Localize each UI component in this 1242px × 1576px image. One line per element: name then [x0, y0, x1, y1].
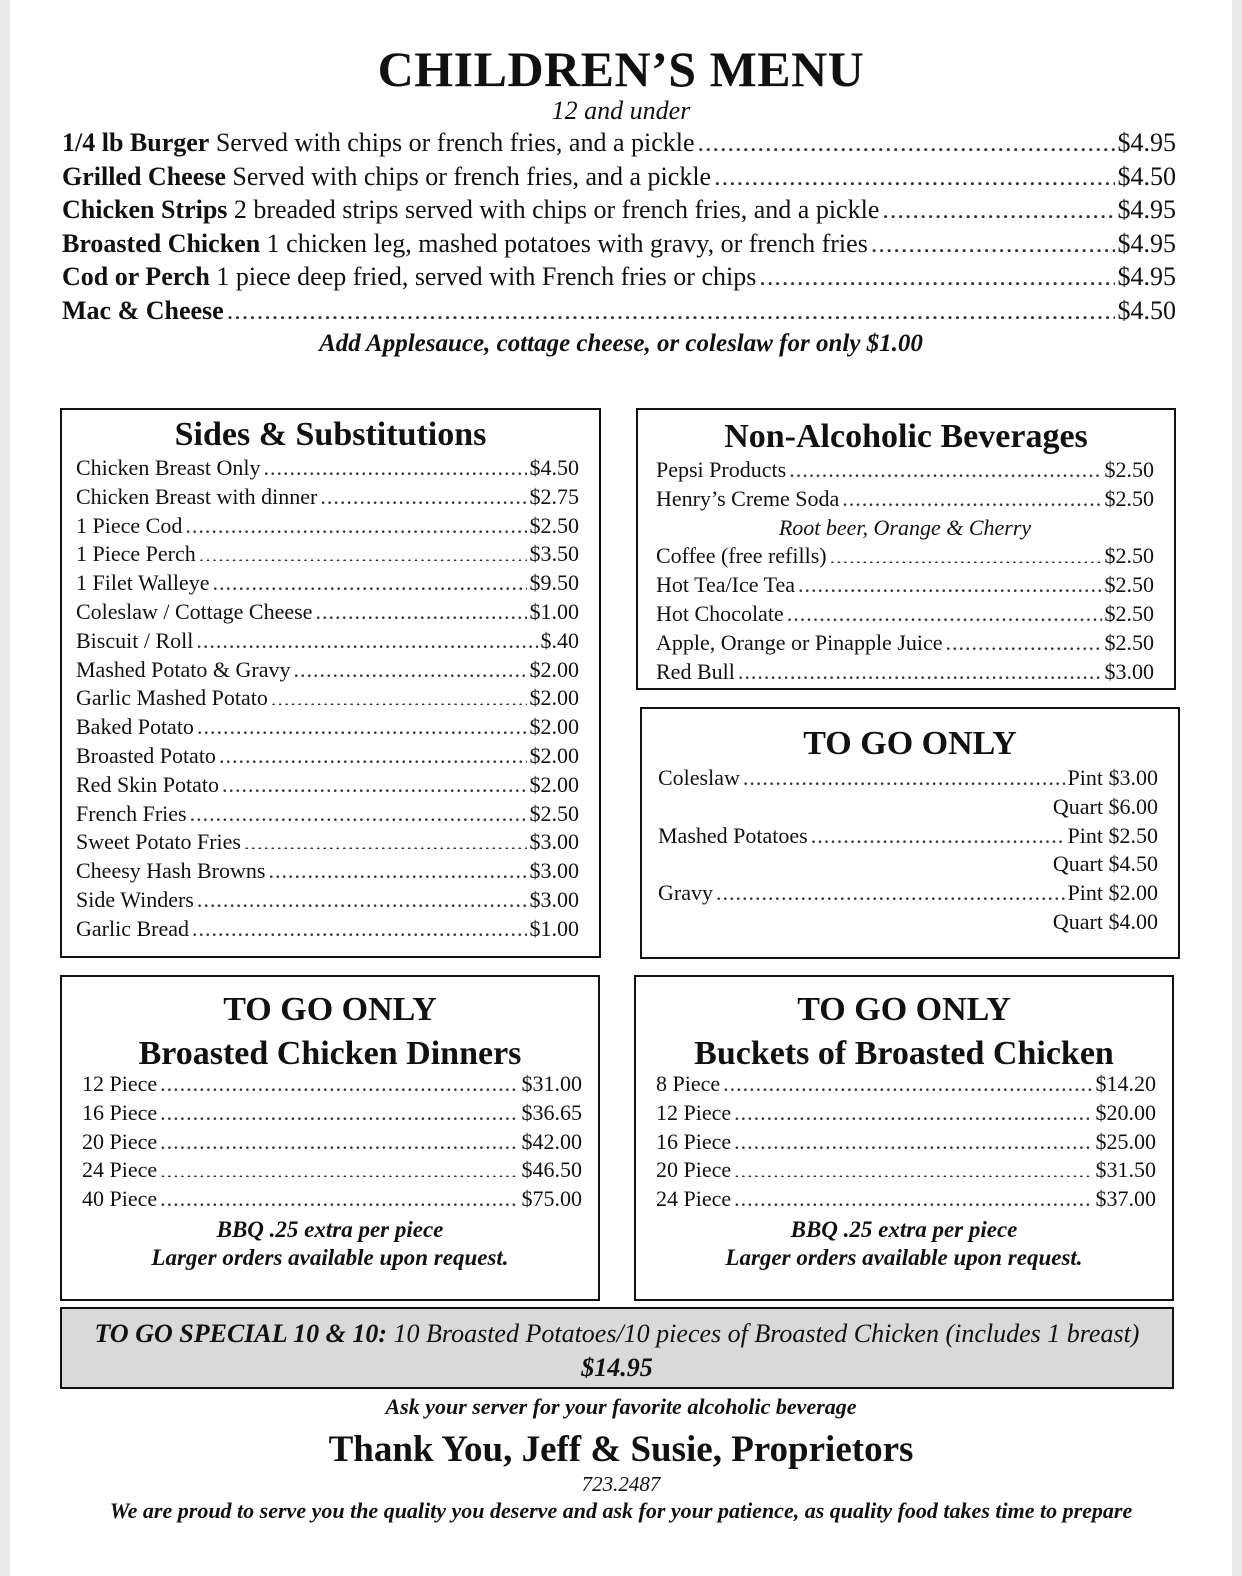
item-name: Cheesy Hash Browns: [76, 858, 266, 884]
item-price: $2.50: [1104, 457, 1154, 482]
item-name: Grilled Cheese: [62, 161, 226, 191]
dinners-bbq-note: BBQ .25 extra per piece: [216, 1217, 444, 1242]
item-name: 20 Piece: [656, 1157, 732, 1183]
item-price: $4.95: [1117, 228, 1176, 258]
item-price: $2.00: [529, 656, 579, 682]
item-name: Mashed Potato & Gravy: [76, 656, 291, 682]
dinners-heading: TO GO ONLY: [223, 991, 437, 1028]
item-price: $1.00: [529, 915, 579, 941]
beverages-title: Non-Alcoholic Beverages: [724, 418, 1088, 455]
item-quart-price: Quart $4.00: [1052, 908, 1158, 934]
special-label: TO GO SPECIAL 10 & 10:: [94, 1319, 388, 1348]
item-desc: Served with chips or french fries, and a pickle: [225, 161, 712, 191]
item-name: Coleslaw: [658, 765, 740, 790]
item-name: 16 Piece: [656, 1128, 732, 1154]
dinners-title: Broasted Chicken Dinners: [138, 1035, 522, 1072]
item-price: $3.00: [529, 886, 579, 912]
item-name: Coffee (free refills): [656, 543, 827, 569]
item-price: $2.50: [1104, 485, 1154, 511]
buckets-bbq-note: BBQ .25 extra per piece: [790, 1217, 1018, 1242]
to-go-sides-title: TO GO ONLY: [803, 725, 1017, 762]
item-price: $3.00: [1104, 658, 1154, 684]
beverages-list: [656, 457, 1154, 687]
special-price: $14.95: [581, 1353, 653, 1382]
menu-item: [62, 229, 1176, 263]
item-price: $3.00: [529, 829, 579, 855]
item-pint-price: Pint $3.00: [1067, 765, 1158, 790]
list-item: [76, 743, 579, 772]
item-price: $4.95: [1117, 262, 1176, 291]
item-name: Biscuit / Roll: [76, 627, 194, 653]
item-name: Red Skin Potato: [76, 771, 220, 797]
beverages-section: [636, 408, 1176, 690]
item-name: Garlic Mashed Potato: [76, 685, 268, 711]
item-name: Hot Chocolate: [656, 600, 784, 626]
item-price: $4.95: [1117, 195, 1176, 224]
list-item: [76, 801, 579, 830]
item-name: 1 Filet Walleye: [76, 570, 210, 596]
childrens-menu-list: [62, 128, 1176, 329]
item-name: 1 Piece Perch: [76, 541, 196, 567]
special-desc: 10 Broasted Potatoes/10 pieces of Broasted Chicken (includes 1 breast): [387, 1319, 1140, 1348]
item-name: 12 Piece: [82, 1071, 158, 1096]
list-item: [82, 1071, 582, 1100]
item-pint-price: Pint $2.50: [1067, 822, 1158, 848]
list-item: [656, 486, 1154, 515]
list-item: [82, 1100, 582, 1129]
list-item: [76, 887, 579, 916]
item-price: $20.00: [1095, 1099, 1156, 1125]
item-name: Mac & Cheese: [62, 295, 224, 325]
list-item: [76, 484, 579, 513]
buckets-large-order-note: Larger orders available upon request.: [725, 1245, 1083, 1270]
item-name: Henry’s Creme Soda: [656, 485, 840, 511]
list-item: [82, 1129, 582, 1158]
page-title: CHILDREN’S MENU: [377, 41, 865, 97]
list-item: [76, 513, 579, 542]
list-item: [76, 829, 579, 858]
item-price: $37.00: [1095, 1186, 1156, 1212]
item-name: Mashed Potatoes: [658, 822, 808, 848]
kids-addon-note: Add Applesauce, cottage cheese, or coleslaw for only $1.00: [319, 330, 923, 357]
item-name: Pepsi Products: [656, 457, 787, 482]
list-item: [76, 599, 579, 628]
item-price: $14.20: [1095, 1071, 1156, 1096]
item-name: 40 Piece: [82, 1186, 158, 1212]
item-name: French Fries: [76, 800, 187, 826]
list-item: [658, 880, 1158, 909]
item-price: $2.50: [1104, 629, 1154, 655]
item-price: $4.50: [1117, 161, 1176, 191]
item-name: Chicken Breast Only: [76, 455, 261, 480]
item-price: $2.75: [529, 483, 579, 509]
dinners-list: [82, 1071, 582, 1215]
phone-number: 723.2487: [581, 1472, 661, 1496]
item-name: Hot Tea/Ice Tea: [656, 572, 796, 598]
item-price: $1.00: [529, 598, 579, 624]
buckets-section: [634, 975, 1174, 1301]
item-name: 16 Piece: [82, 1099, 158, 1125]
menu-item: [62, 128, 1176, 162]
item-desc: 1 chicken leg, mashed potatoes with gravy, or french fries: [260, 228, 868, 258]
list-item: [82, 1186, 582, 1215]
item-name: 1 Piece Cod: [76, 512, 183, 538]
item-name: Apple, Orange or Pinapple Juice: [656, 629, 943, 655]
item-name: Chicken Strips: [62, 195, 228, 224]
list-item: [76, 685, 579, 714]
alcohol-note: Ask your server for your favorite alcoholic beverage: [385, 1394, 857, 1419]
item-price: $2.50: [1104, 543, 1154, 569]
buckets-title: Buckets of Broasted Chicken: [694, 1035, 1114, 1072]
sides-list: [76, 455, 579, 945]
item-price: $2.00: [529, 685, 579, 711]
item-name: Cod or Perch: [62, 262, 210, 291]
list-item: [656, 1157, 1156, 1186]
item-price: $31.50: [1095, 1157, 1156, 1183]
item-quart-price: Quart $6.00: [1052, 793, 1158, 819]
proprietors-thanks: Thank You, Jeff & Susie, Proprietors: [328, 1429, 914, 1470]
item-price: $4.50: [1117, 295, 1176, 325]
item-pint-price: Pint $2.00: [1067, 880, 1158, 906]
list-item: [656, 630, 1154, 659]
list-item: [656, 1129, 1156, 1158]
list-item: [656, 457, 1154, 486]
dinners-large-order-note: Larger orders available upon request.: [151, 1245, 509, 1270]
item-price: $75.00: [521, 1186, 582, 1212]
item-desc: 2 breaded strips served with chips or french fries, and a pickle: [227, 195, 880, 224]
list-item: [76, 541, 579, 570]
list-item: [656, 1071, 1156, 1100]
item-price: $9.50: [529, 570, 579, 596]
item-price: $2.50: [529, 800, 579, 826]
list-item: [76, 455, 579, 484]
item-price: $46.50: [521, 1157, 582, 1183]
item-name: 20 Piece: [82, 1128, 158, 1154]
list-item: [656, 543, 1154, 572]
item-name: Garlic Bread: [76, 915, 189, 941]
item-price: $2.50: [1104, 572, 1154, 598]
list-item: [656, 1100, 1156, 1129]
item-price: $25.00: [1095, 1128, 1156, 1154]
sides-section: [60, 408, 601, 958]
list-item: [658, 765, 1158, 794]
menu-item: [62, 195, 1176, 229]
item-price: $.40: [540, 627, 579, 653]
list-item: [656, 572, 1154, 601]
item-name: Red Bull: [656, 658, 735, 684]
item-name: Coleslaw / Cottage Cheese: [76, 598, 313, 624]
item-price: $2.50: [1104, 600, 1154, 626]
item-price: $3.00: [529, 858, 579, 884]
dinners-section: [60, 975, 600, 1301]
item-desc: 1 piece deep fried, served with French fries or chips: [209, 262, 757, 291]
item-name: 12 Piece: [656, 1099, 732, 1125]
item-price: $36.65: [521, 1099, 582, 1125]
menu-item: [62, 262, 1176, 296]
item-name: 24 Piece: [656, 1186, 732, 1212]
list-item: [76, 628, 579, 657]
item-desc: Served with chips or french fries, and a pickle: [209, 128, 695, 157]
menu-item: [62, 296, 1176, 330]
list-item: [658, 823, 1158, 852]
item-name: 24 Piece: [82, 1157, 158, 1183]
page-subtitle: 12 and under: [551, 96, 691, 125]
list-item: [82, 1157, 582, 1186]
item-name: Broasted Potato: [76, 742, 216, 768]
item-name: Gravy: [658, 880, 713, 906]
item-price: $31.00: [521, 1071, 582, 1096]
item-name: Side Winders: [76, 886, 194, 912]
item-price: $4.50: [529, 455, 579, 480]
quality-statement: We are proud to serve you the quality you deserve and ask for your patience, as quality food takes time to prepare: [109, 1498, 1133, 1523]
item-price: $2.00: [529, 714, 579, 740]
list-item: [656, 659, 1154, 688]
item-price: $42.00: [521, 1128, 582, 1154]
list-item: [656, 1186, 1156, 1215]
item-name: 8 Piece: [656, 1071, 721, 1096]
list-item: [76, 657, 579, 686]
item-name: Broasted Chicken: [62, 228, 261, 258]
list-item: [76, 772, 579, 801]
menu-item: [62, 162, 1176, 196]
item-price: $2.00: [529, 742, 579, 768]
soda-flavors: Root beer, Orange & Cherry: [778, 514, 1032, 540]
special-line: [62, 1319, 1172, 1349]
buckets-list: [656, 1071, 1156, 1215]
list-item: [76, 916, 579, 945]
list-item: [656, 601, 1154, 630]
menu-page: [10, 0, 1232, 1576]
item-price: $4.95: [1117, 128, 1176, 157]
list-item: [76, 570, 579, 599]
item-quart-price: Quart $4.50: [1052, 851, 1158, 877]
item-name: Baked Potato: [76, 714, 194, 740]
list-item: [76, 714, 579, 743]
to-go-special-banner: [60, 1307, 1174, 1389]
item-name: 1/4 lb Burger: [62, 128, 210, 157]
item-price: $2.00: [529, 771, 579, 797]
item-price: $2.50: [529, 512, 579, 538]
to-go-sides-list: [658, 765, 1158, 938]
buckets-heading: TO GO ONLY: [797, 991, 1011, 1028]
item-price: $3.50: [529, 541, 579, 567]
item-name: Chicken Breast with dinner: [76, 483, 318, 509]
sides-title: Sides & Substitutions: [174, 416, 487, 453]
item-name: Sweet Potato Fries: [76, 829, 241, 855]
to-go-sides-section: [640, 707, 1180, 959]
list-item: [76, 858, 579, 887]
